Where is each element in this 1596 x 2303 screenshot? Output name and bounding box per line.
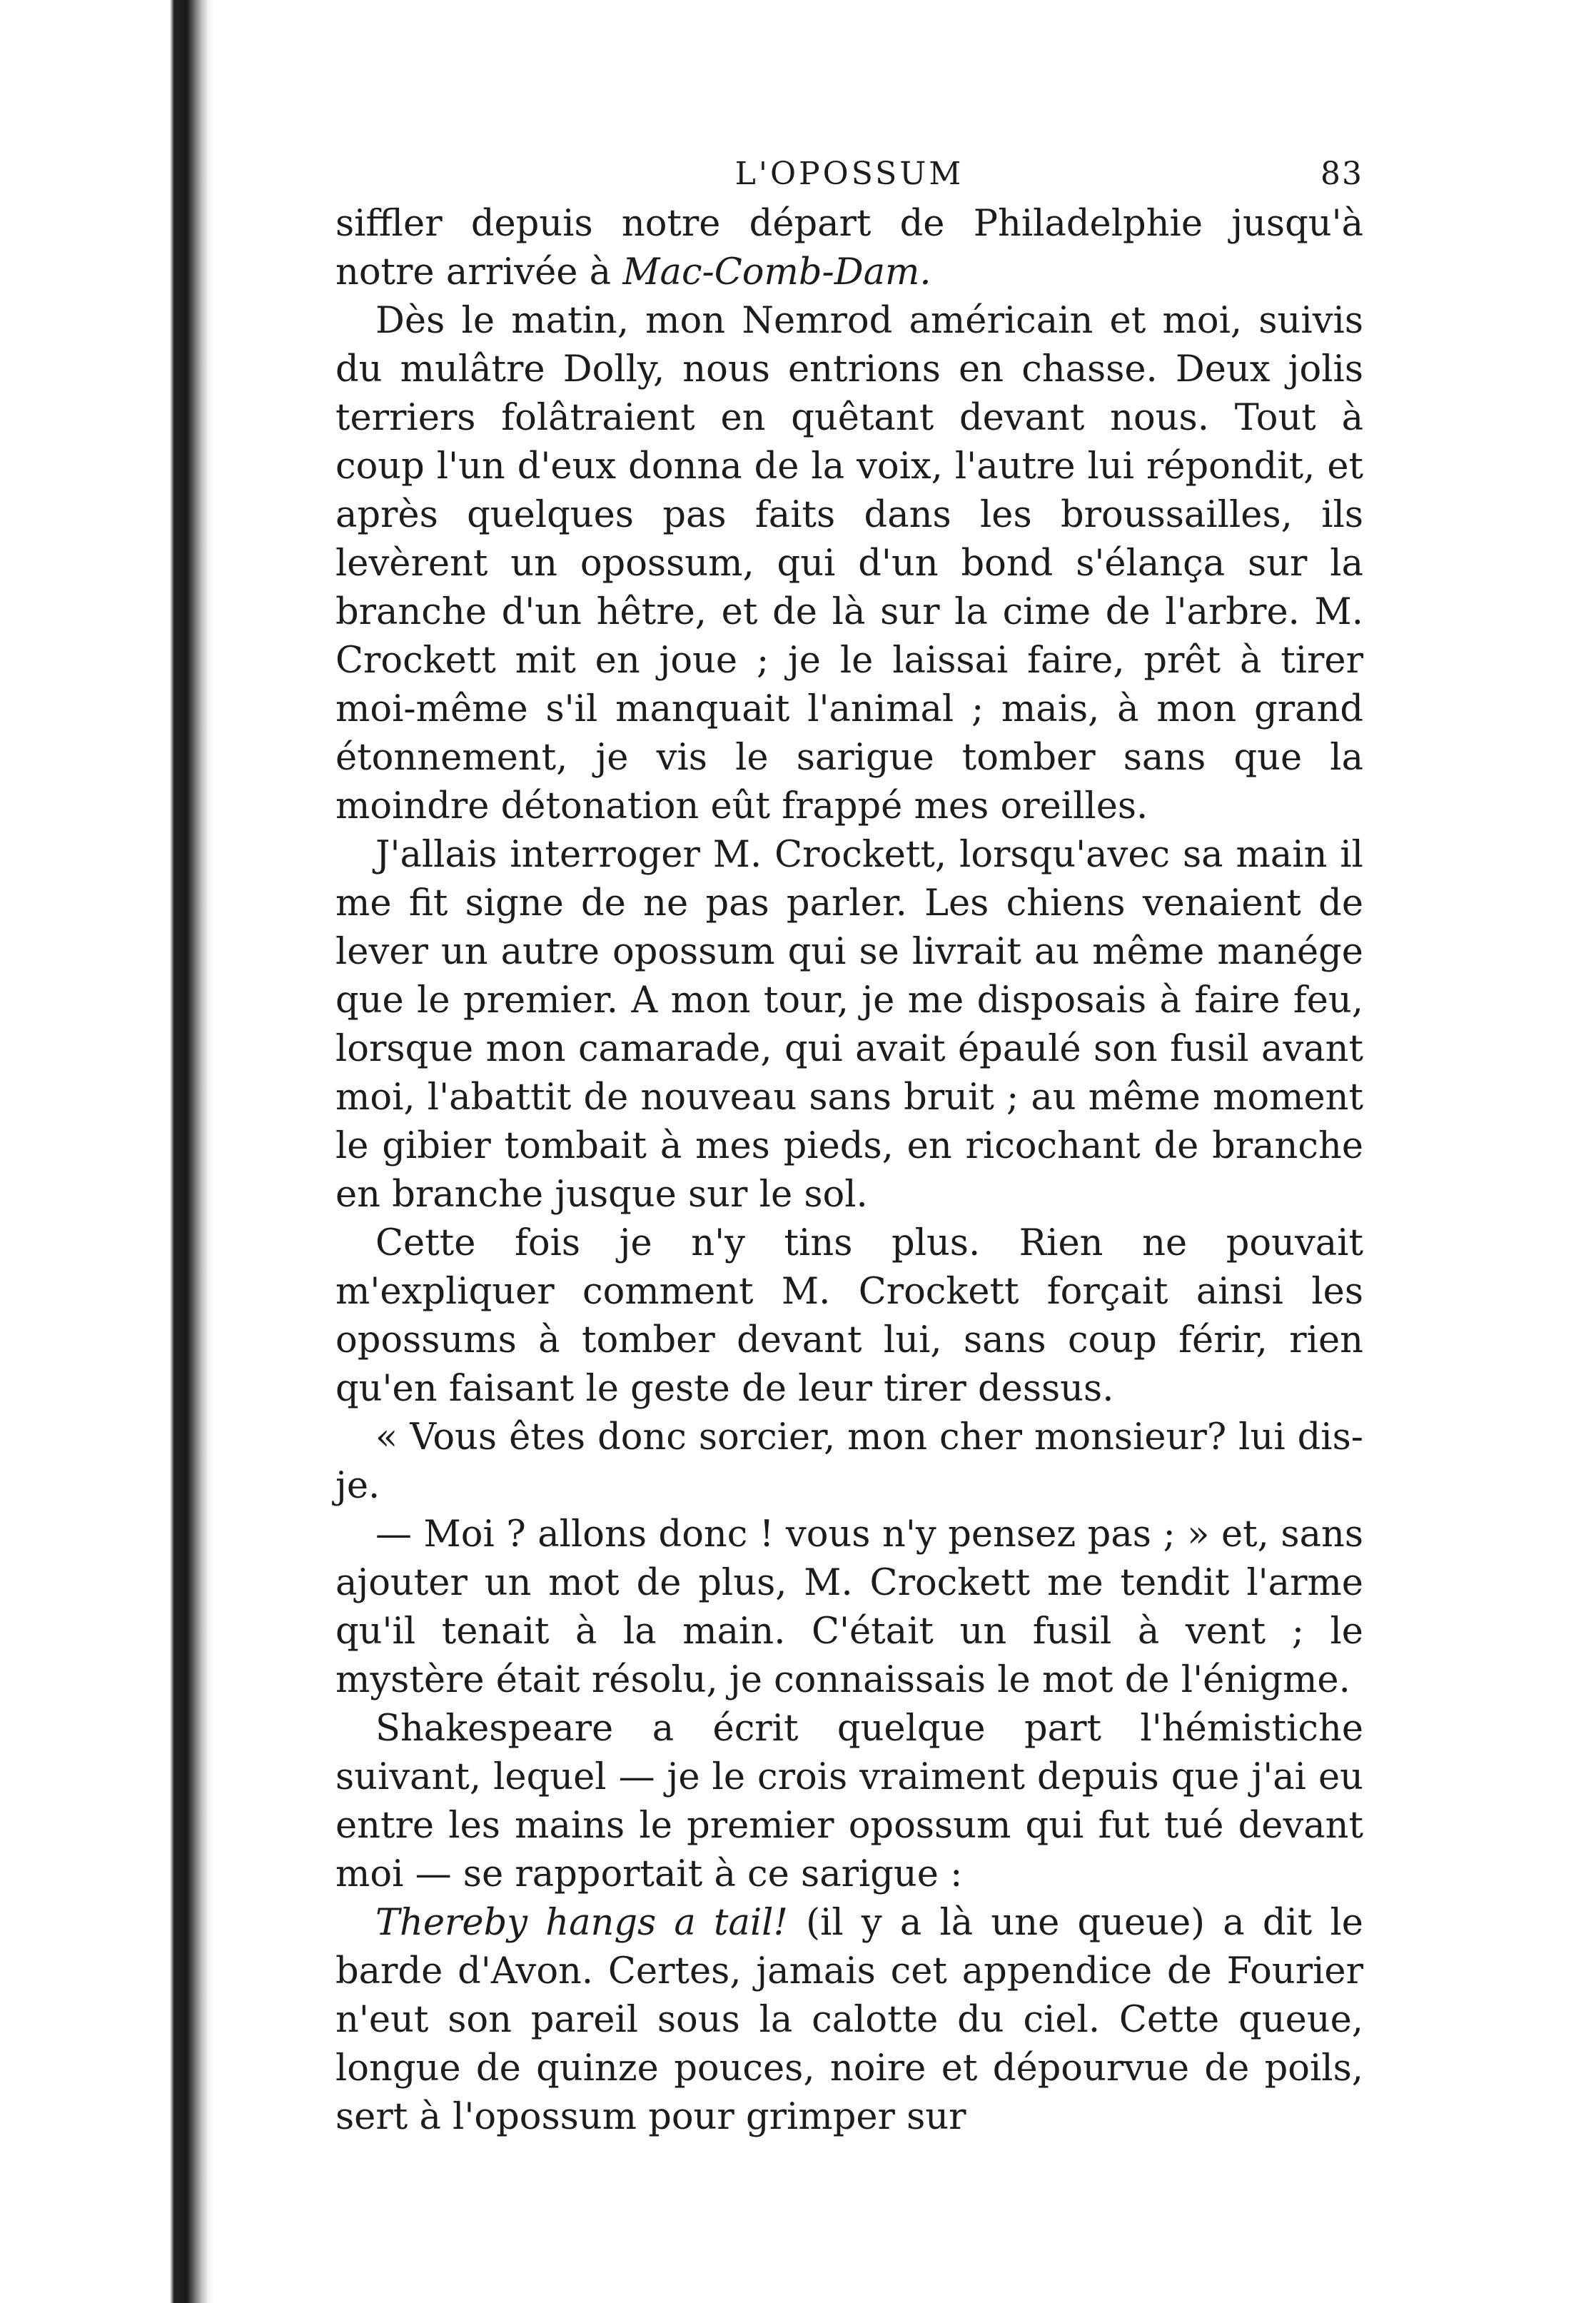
running-head xyxy=(335,143,1363,200)
paragraph-2: Dès le matin, mon Nemrod américain et moi, suivis du mulâtre Dolly, nous entrions en chasse. Deux jolis terriers folâtraient en quêtant devant nous. Tout à coup l'un d'eux donna de la voix, l'autre lui répondit, et après quelques pas faits dans les broussailles, ils levèrent un opossum, qui d'un bond s'élança sur la branche d'un hêtre, et de là sur la cime de l'arbre. M. Crockett mit en joue ; je le laissai faire, prêt à tirer moi-même s'il manquait l'animal ; mais, à mon grand étonnement, je vis le sarigue tomber sans que la moindre détonation eût frappé mes oreilles. xyxy=(335,300,1363,827)
scan-binding-edge xyxy=(0,0,214,2303)
paragraph-6: — Moi ? allons donc ! vous n'y pensez pas ; » et, sans ajouter un mot de plus, M. Crockett me tendit l'arme qu'il tenait à la main. C'était un fusil à vent ; le mystère était résolu, je connaissais le mot de l'énigme. xyxy=(335,1513,1363,1701)
place-name-italic: Mac-Comb-Dam. xyxy=(622,251,931,293)
running-title: L'OPOSSUM xyxy=(734,156,964,192)
body-text xyxy=(335,200,1363,2142)
paragraph-4: Cette fois je n'y tins plus. Rien ne pouvait m'expliquer comment M. Crockett forçait ainsi les opossums à tomber devant lui, sans coup férir, rien qu'en faisant le geste de leur tirer dessus. xyxy=(335,1222,1363,1410)
paragraph-3: J'allais interroger M. Crockett, lorsqu'avec sa main il me fit signe de ne pas parler. Les chiens venaient de lever un autre opossum qui se livrait au même manége que le premier. A mon tour, je me disposais à faire feu, lorsque mon camarade, qui avait épaulé son fusil avant moi, l'abattit de nouveau sans bruit ; au même moment le gibier tombait à mes pieds, en ricochant de branche en branche jusque sur le sol. xyxy=(335,834,1363,1216)
book-page xyxy=(335,143,1363,2142)
paragraph-8 xyxy=(335,1899,1363,2142)
paragraph-5: « Vous êtes donc sorcier, mon cher monsieur? lui dis-je. xyxy=(335,1416,1363,1507)
quotation-italic: Thereby hangs a tail! xyxy=(375,1902,788,1944)
paragraph-7: Shakespeare a écrit quelque part l'hémistiche suivant, lequel — je le crois vraiment depuis que j'ai eu entre les mains le premier opossum qui fut tué devant moi — se rapportait à ce sarigue : xyxy=(335,1708,1363,1895)
paragraph-1 xyxy=(335,200,1363,297)
paragraph-8-text: (il y a là une queue) a dit le barde d'Avon. Certes, jamais cet appendice de Fourier n'eut son pareil sous la calotte du ciel. Cette queue, longue de quinze pouces, noire et dépourvue de poils, sert à l'opossum pour grimper sur xyxy=(335,1902,1363,2138)
paragraph-1-text: siffler depuis notre départ de Philadelphie jusqu'à notre arrivée à xyxy=(335,203,1363,293)
page-number: 83 xyxy=(1320,156,1363,192)
